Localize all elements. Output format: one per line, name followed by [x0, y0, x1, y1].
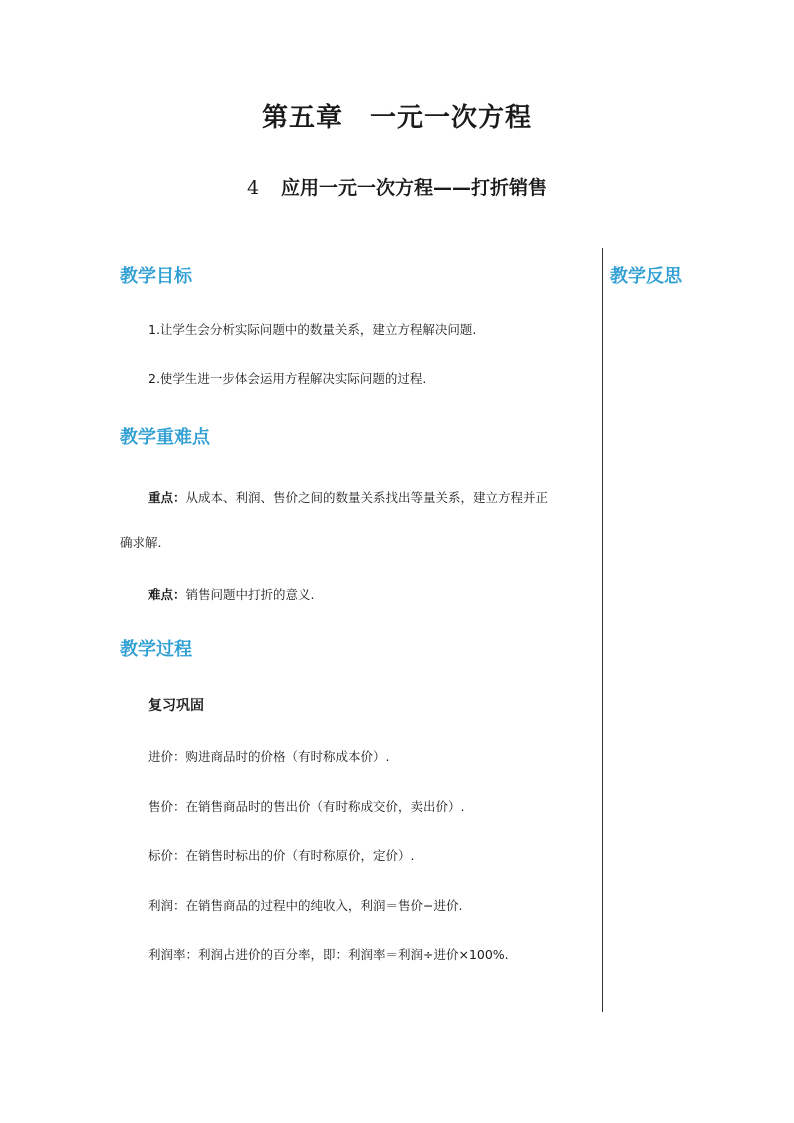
objective-item-1: 1.让学生会分析实际问题中的数量关系，建立方程解决问题. [148, 322, 477, 337]
process-heading: 教学过程 [120, 639, 192, 660]
lesson-number: 4 [246, 177, 260, 199]
chapter-title: 第五章 一元一次方程 [261, 103, 532, 133]
definition-profit: 利润：在销售商品的过程中的纯收入，利润＝售价−进价. [148, 898, 463, 913]
focus-paragraph-line1 [148, 488, 548, 508]
definition-profit-rate: 利润率：利润占进价的百分率，即：利润率＝利润÷进价×100%. [148, 947, 509, 962]
lesson-title: 应用一元一次方程——打折销售 [281, 177, 548, 199]
review-heading: 复习巩固 [148, 698, 204, 714]
definition-marked-price: 标价：在销售时标出的价（有时称原价，定价）. [148, 848, 415, 863]
definition-selling-price: 售价：在销售商品时的售出价（有时称成交价，卖出价）. [148, 799, 465, 814]
lesson-title-line [0, 173, 794, 200]
reflection-heading: 教学反思 [610, 266, 682, 287]
difficulty-text: 销售问题中打折的意义. [185, 587, 315, 602]
focus-text: 从成本、利润、售价之间的数量关系找出等量关系，建立方程并正 [185, 490, 549, 505]
column-divider [602, 248, 603, 1012]
difficulty-label: 难点： [148, 587, 186, 602]
focus-label: 重点： [148, 490, 186, 505]
objectives-heading: 教学目标 [120, 266, 192, 287]
key-points-heading: 教学重难点 [120, 427, 210, 448]
definition-cost-price: 进价：购进商品时的价格（有时称成本价）. [148, 749, 390, 764]
objective-item-2: 2.使学生进一步体会运用方程解决实际问题的过程. [148, 371, 427, 386]
focus-paragraph-line2: 确求解. [120, 535, 162, 550]
difficulty-paragraph [148, 585, 315, 605]
